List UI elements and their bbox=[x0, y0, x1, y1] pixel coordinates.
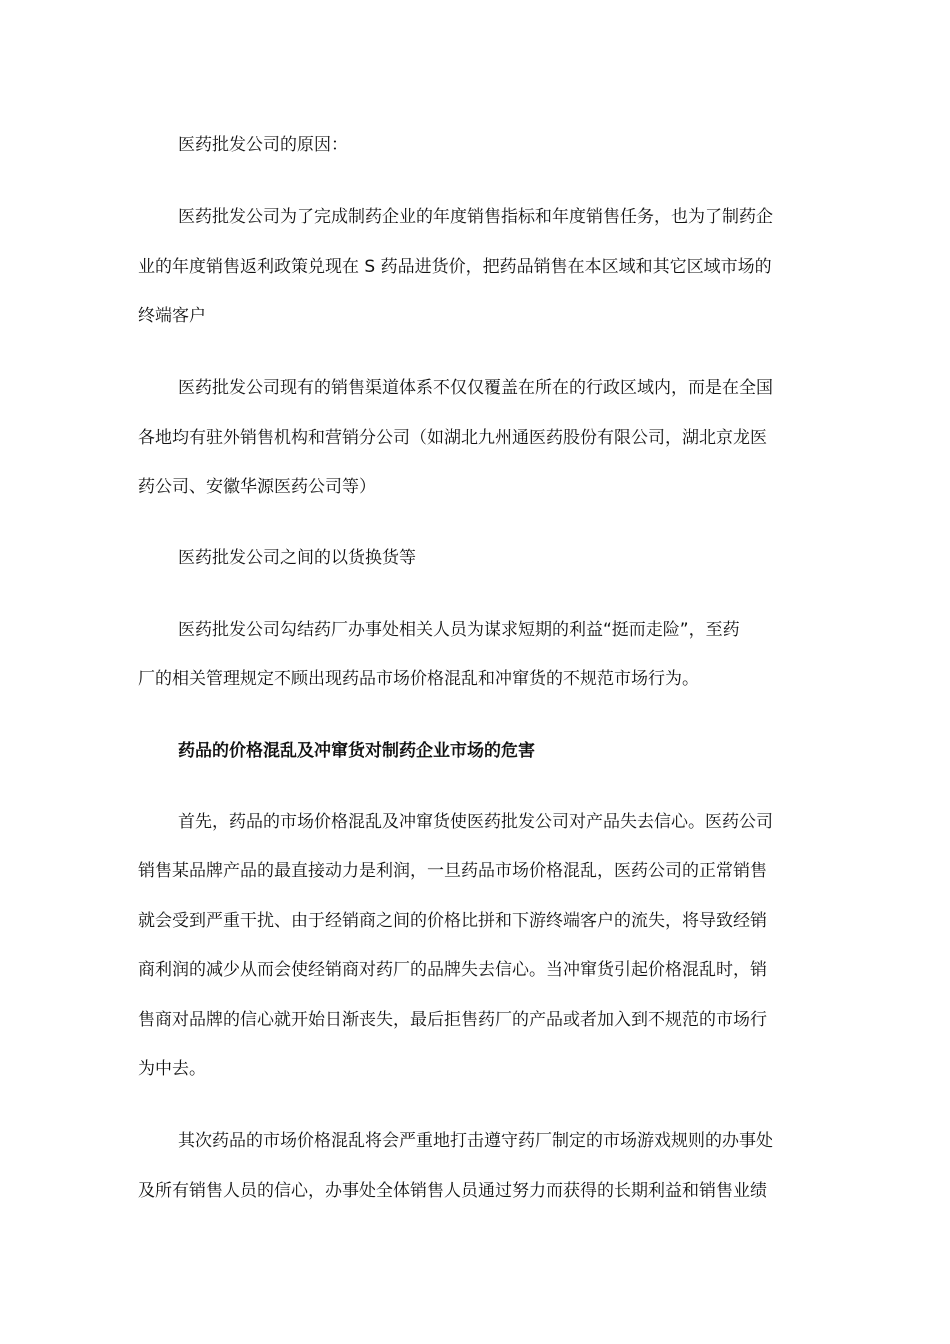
paragraph-line: 医药批发公司之间的以货换货等 bbox=[178, 548, 416, 568]
paragraph-line: 售商对品牌的信心就开始日渐丧失，最后拒售药厂的产品或者加入到不规范的市场行 bbox=[138, 1010, 767, 1030]
paragraph-line: 及所有销售人员的信心，办事处全体销售人员通过努力而获得的长期利益和销售业绩 bbox=[138, 1181, 767, 1201]
paragraph-line: 销售某品牌产品的最直接动力是利润，一旦药品市场价格混乱，医药公司的正常销售 bbox=[138, 861, 767, 881]
paragraph-line: 医药批发公司现有的销售渠道体系不仅仅覆盖在所在的行政区域内，而是在全国 bbox=[178, 378, 773, 398]
paragraph-line: 厂的相关管理规定不顾出现药品市场价格混乱和冲窜货的不规范市场行为。 bbox=[138, 669, 699, 689]
paragraph-line: 医药批发公司的原因： bbox=[178, 135, 348, 155]
paragraph-line: 就会受到严重干扰、由于经销商之间的价格比拼和下游终端客户的流失，将导致经销 bbox=[138, 911, 767, 931]
paragraph-line: 商利润的减少从而会使经销商对药厂的品牌失去信心。当冲窜货引起价格混乱时，销 bbox=[138, 960, 767, 980]
paragraph-line: 其次药品的市场价格混乱将会严重地打击遵守药厂制定的市场游戏规则的办事处 bbox=[178, 1131, 773, 1151]
section-heading: 药品的价格混乱及冲窜货对制药企业市场的危害 bbox=[178, 741, 535, 761]
paragraph-line: 为中去。 bbox=[138, 1059, 206, 1079]
paragraph-line: 终端客户 bbox=[138, 306, 206, 326]
paragraph-line: 药公司、安徽华源医药公司等） bbox=[138, 477, 376, 497]
paragraph-line: 首先，药品的市场价格混乱及冲窜货使医药批发公司对产品失去信心。医药公司 bbox=[178, 812, 773, 832]
paragraph-line: 医药批发公司为了完成制药企业的年度销售指标和年度销售任务，也为了制药企 bbox=[178, 207, 773, 227]
paragraph-line: 医药批发公司勾结药厂办事处相关人员为谋求短期的利益“挺而走险”，至药 bbox=[178, 620, 740, 640]
paragraph-line: 业的年度销售返利政策兑现在 S 药品进货价，把药品销售在本区域和其它区域市场的 bbox=[138, 257, 772, 277]
paragraph-line: 各地均有驻外销售机构和营销分公司（如湖北九州通医药股份有限公司，湖北京龙医 bbox=[138, 428, 767, 448]
